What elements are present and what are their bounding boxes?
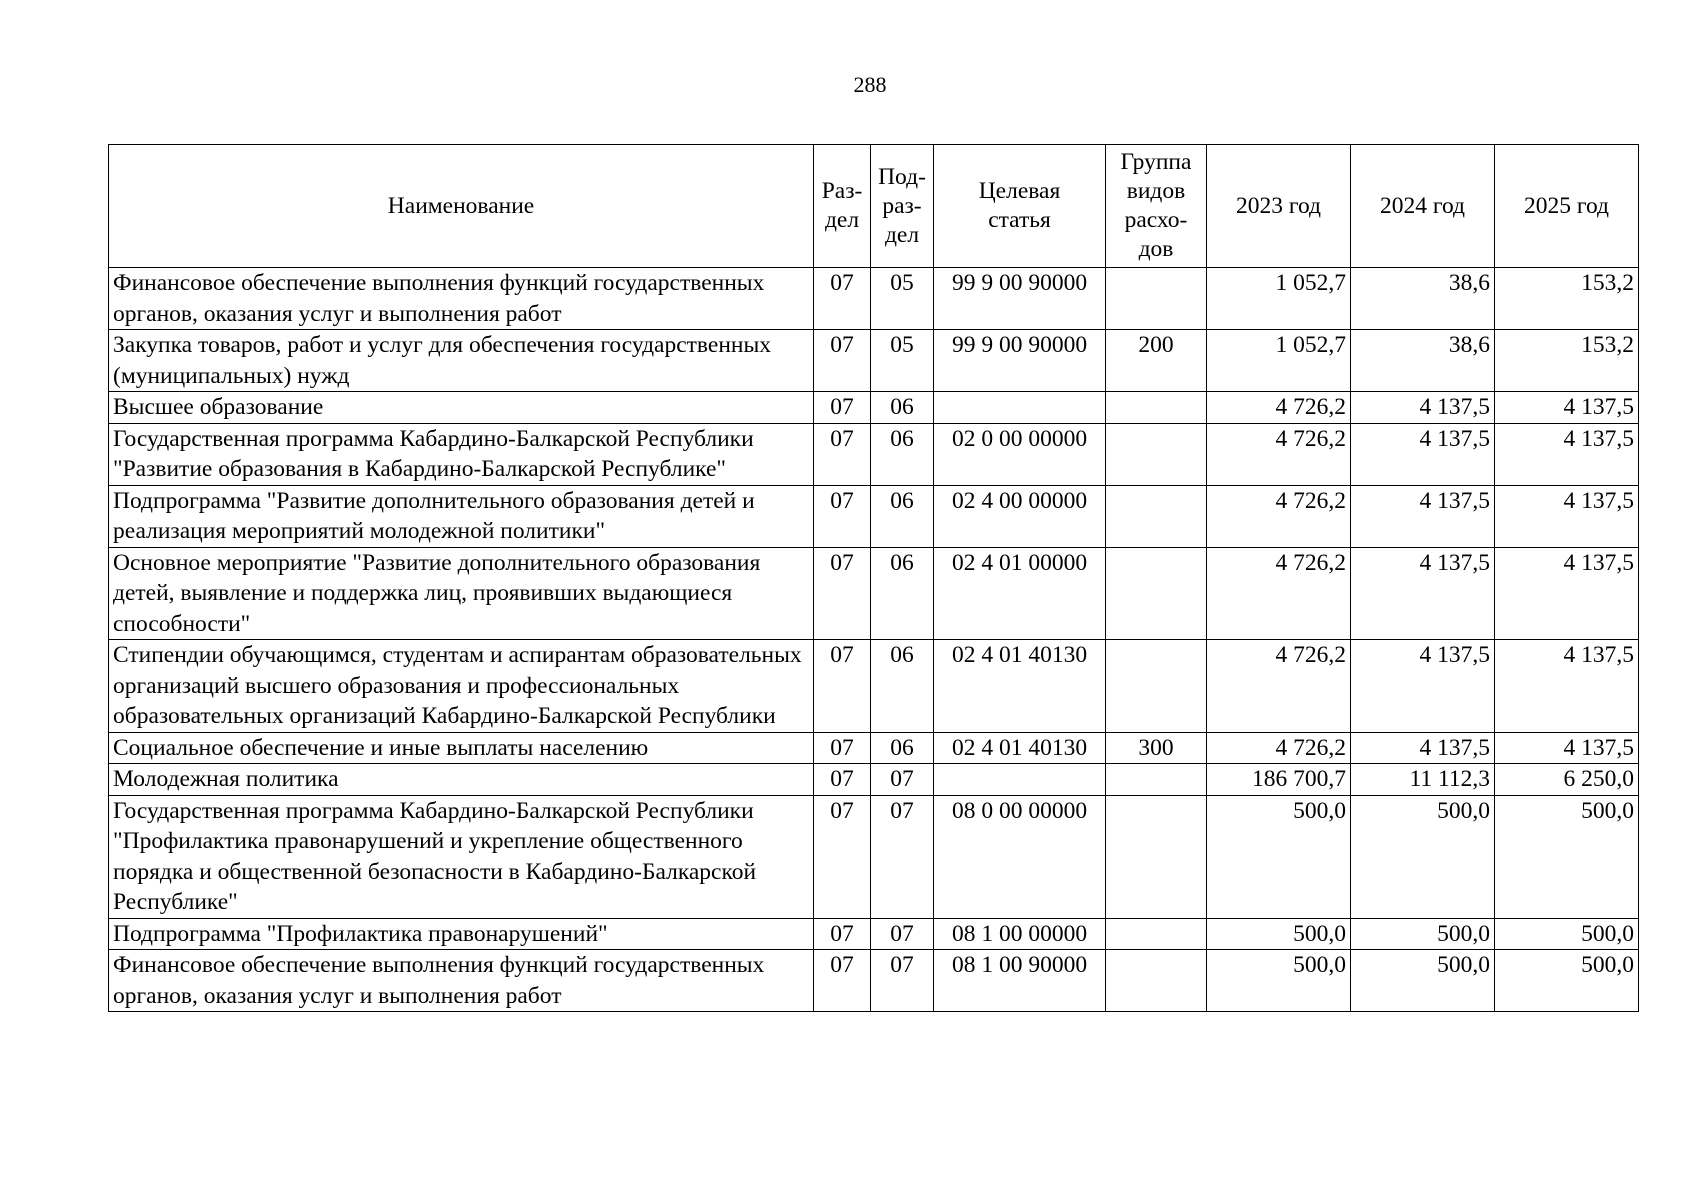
cell-2023: 4 726,2 — [1207, 392, 1351, 424]
table-row — [109, 547, 1639, 640]
cell-2025: 4 137,5 — [1495, 485, 1639, 547]
cell-target-article: 02 4 01 40130 — [934, 732, 1106, 764]
cell-target-article: 02 0 00 00000 — [934, 423, 1106, 485]
cell-2025: 4 137,5 — [1495, 732, 1639, 764]
cell-section: 07 — [814, 423, 871, 485]
header-name: Наименование — [109, 145, 814, 268]
cell-2024: 4 137,5 — [1351, 547, 1495, 640]
header-section: Раз- дел — [814, 145, 871, 268]
cell-section: 07 — [814, 392, 871, 424]
cell-2023: 4 726,2 — [1207, 640, 1351, 733]
cell-subsection: 06 — [871, 640, 934, 733]
cell-2024: 38,6 — [1351, 330, 1495, 392]
cell-name: Высшее образование — [109, 392, 814, 424]
table-row — [109, 732, 1639, 764]
cell-2024: 4 137,5 — [1351, 485, 1495, 547]
cell-name: Финансовое обеспечение выполнения функций государственных органов, оказания услуг и выполнения работ — [109, 950, 814, 1012]
cell-expense-group — [1106, 640, 1207, 733]
cell-2025: 4 137,5 — [1495, 392, 1639, 424]
cell-subsection: 06 — [871, 547, 934, 640]
cell-2025: 500,0 — [1495, 795, 1639, 918]
cell-expense-group — [1106, 950, 1207, 1012]
cell-name: Закупка товаров, работ и услуг для обеспечения государственных (муниципальных) нужд — [109, 330, 814, 392]
cell-section: 07 — [814, 918, 871, 950]
cell-target-article: 02 4 01 00000 — [934, 547, 1106, 640]
table-row — [109, 268, 1639, 330]
budget-table — [108, 144, 1639, 1012]
cell-2023: 4 726,2 — [1207, 547, 1351, 640]
cell-expense-group — [1106, 764, 1207, 796]
cell-2024: 4 137,5 — [1351, 732, 1495, 764]
cell-expense-group — [1106, 268, 1207, 330]
cell-2024: 500,0 — [1351, 950, 1495, 1012]
cell-subsection: 07 — [871, 764, 934, 796]
table-row — [109, 392, 1639, 424]
cell-2023: 4 726,2 — [1207, 423, 1351, 485]
cell-expense-group — [1106, 547, 1207, 640]
cell-expense-group — [1106, 485, 1207, 547]
cell-2025: 4 137,5 — [1495, 640, 1639, 733]
cell-2024: 500,0 — [1351, 795, 1495, 918]
cell-2023: 4 726,2 — [1207, 485, 1351, 547]
header-2024: 2024 год — [1351, 145, 1495, 268]
cell-target-article: 08 1 00 00000 — [934, 918, 1106, 950]
cell-name: Стипендии обучающимся, студентам и аспирантам образовательных организаций высшего образования и профессиональных образовательных организаций Кабардино-Балкарской Республики — [109, 640, 814, 733]
cell-subsection: 05 — [871, 268, 934, 330]
cell-section: 07 — [814, 330, 871, 392]
table-row — [109, 640, 1639, 733]
cell-2023: 500,0 — [1207, 918, 1351, 950]
cell-target-article: 02 4 01 40130 — [934, 640, 1106, 733]
cell-2025: 500,0 — [1495, 950, 1639, 1012]
cell-2025: 500,0 — [1495, 918, 1639, 950]
cell-section: 07 — [814, 640, 871, 733]
table-row — [109, 950, 1639, 1012]
cell-name: Подпрограмма "Развитие дополнительного образования детей и реализация мероприятий молодежной политики" — [109, 485, 814, 547]
cell-name: Основное мероприятие "Развитие дополнительного образования детей, выявление и поддержка лиц, проявивших выдающиеся способности" — [109, 547, 814, 640]
cell-target-article: 02 4 00 00000 — [934, 485, 1106, 547]
cell-subsection: 06 — [871, 392, 934, 424]
cell-subsection: 06 — [871, 732, 934, 764]
cell-2024: 11 112,3 — [1351, 764, 1495, 796]
cell-2025: 153,2 — [1495, 268, 1639, 330]
cell-2024: 4 137,5 — [1351, 640, 1495, 733]
header-2025: 2025 год — [1495, 145, 1639, 268]
cell-name: Государственная программа Кабардино-Балкарской Республики "Профилактика правонарушений и укрепление общественного порядка и общественной безопасности в Кабардино-Балкарской Республике" — [109, 795, 814, 918]
cell-name: Молодежная политика — [109, 764, 814, 796]
cell-2025: 153,2 — [1495, 330, 1639, 392]
cell-2023: 1 052,7 — [1207, 268, 1351, 330]
cell-expense-group: 300 — [1106, 732, 1207, 764]
cell-target-article — [934, 392, 1106, 424]
cell-name: Финансовое обеспечение выполнения функций государственных органов, оказания услуг и выполнения работ — [109, 268, 814, 330]
cell-2023: 186 700,7 — [1207, 764, 1351, 796]
cell-name: Социальное обеспечение и иные выплаты населению — [109, 732, 814, 764]
header-target-article: Целевая статья — [934, 145, 1106, 268]
header-2023: 2023 год — [1207, 145, 1351, 268]
cell-name: Государственная программа Кабардино-Балкарской Республики "Развитие образования в Кабардино-Балкарской Республике" — [109, 423, 814, 485]
cell-target-article: 08 0 00 00000 — [934, 795, 1106, 918]
table-row — [109, 795, 1639, 918]
cell-target-article: 99 9 00 90000 — [934, 268, 1106, 330]
cell-target-article: 99 9 00 90000 — [934, 330, 1106, 392]
cell-section: 07 — [814, 547, 871, 640]
cell-2023: 500,0 — [1207, 950, 1351, 1012]
cell-expense-group — [1106, 795, 1207, 918]
cell-2024: 4 137,5 — [1351, 392, 1495, 424]
cell-subsection: 07 — [871, 950, 934, 1012]
cell-2023: 1 052,7 — [1207, 330, 1351, 392]
table-row — [109, 423, 1639, 485]
table-row — [109, 330, 1639, 392]
cell-2025: 6 250,0 — [1495, 764, 1639, 796]
cell-2025: 4 137,5 — [1495, 423, 1639, 485]
cell-section: 07 — [814, 268, 871, 330]
cell-expense-group — [1106, 918, 1207, 950]
table-header-row — [109, 145, 1639, 268]
table-row — [109, 918, 1639, 950]
cell-2025: 4 137,5 — [1495, 547, 1639, 640]
cell-subsection: 07 — [871, 795, 934, 918]
cell-2024: 38,6 — [1351, 268, 1495, 330]
cell-expense-group — [1106, 392, 1207, 424]
cell-section: 07 — [814, 950, 871, 1012]
cell-subsection: 06 — [871, 423, 934, 485]
cell-subsection: 05 — [871, 330, 934, 392]
cell-expense-group: 200 — [1106, 330, 1207, 392]
cell-subsection: 06 — [871, 485, 934, 547]
header-expense-group: Группа видов расхо- дов — [1106, 145, 1207, 268]
cell-2023: 4 726,2 — [1207, 732, 1351, 764]
cell-subsection: 07 — [871, 918, 934, 950]
page-number: 288 — [853, 72, 887, 97]
cell-2024: 500,0 — [1351, 918, 1495, 950]
cell-name: Подпрограмма "Профилактика правонарушений" — [109, 918, 814, 950]
table-row — [109, 764, 1639, 796]
table-row — [109, 485, 1639, 547]
header-subsection: Под- раз- дел — [871, 145, 934, 268]
cell-target-article — [934, 764, 1106, 796]
cell-section: 07 — [814, 764, 871, 796]
cell-expense-group — [1106, 423, 1207, 485]
cell-2024: 4 137,5 — [1351, 423, 1495, 485]
cell-target-article: 08 1 00 90000 — [934, 950, 1106, 1012]
cell-2023: 500,0 — [1207, 795, 1351, 918]
cell-section: 07 — [814, 795, 871, 918]
cell-section: 07 — [814, 732, 871, 764]
cell-section: 07 — [814, 485, 871, 547]
